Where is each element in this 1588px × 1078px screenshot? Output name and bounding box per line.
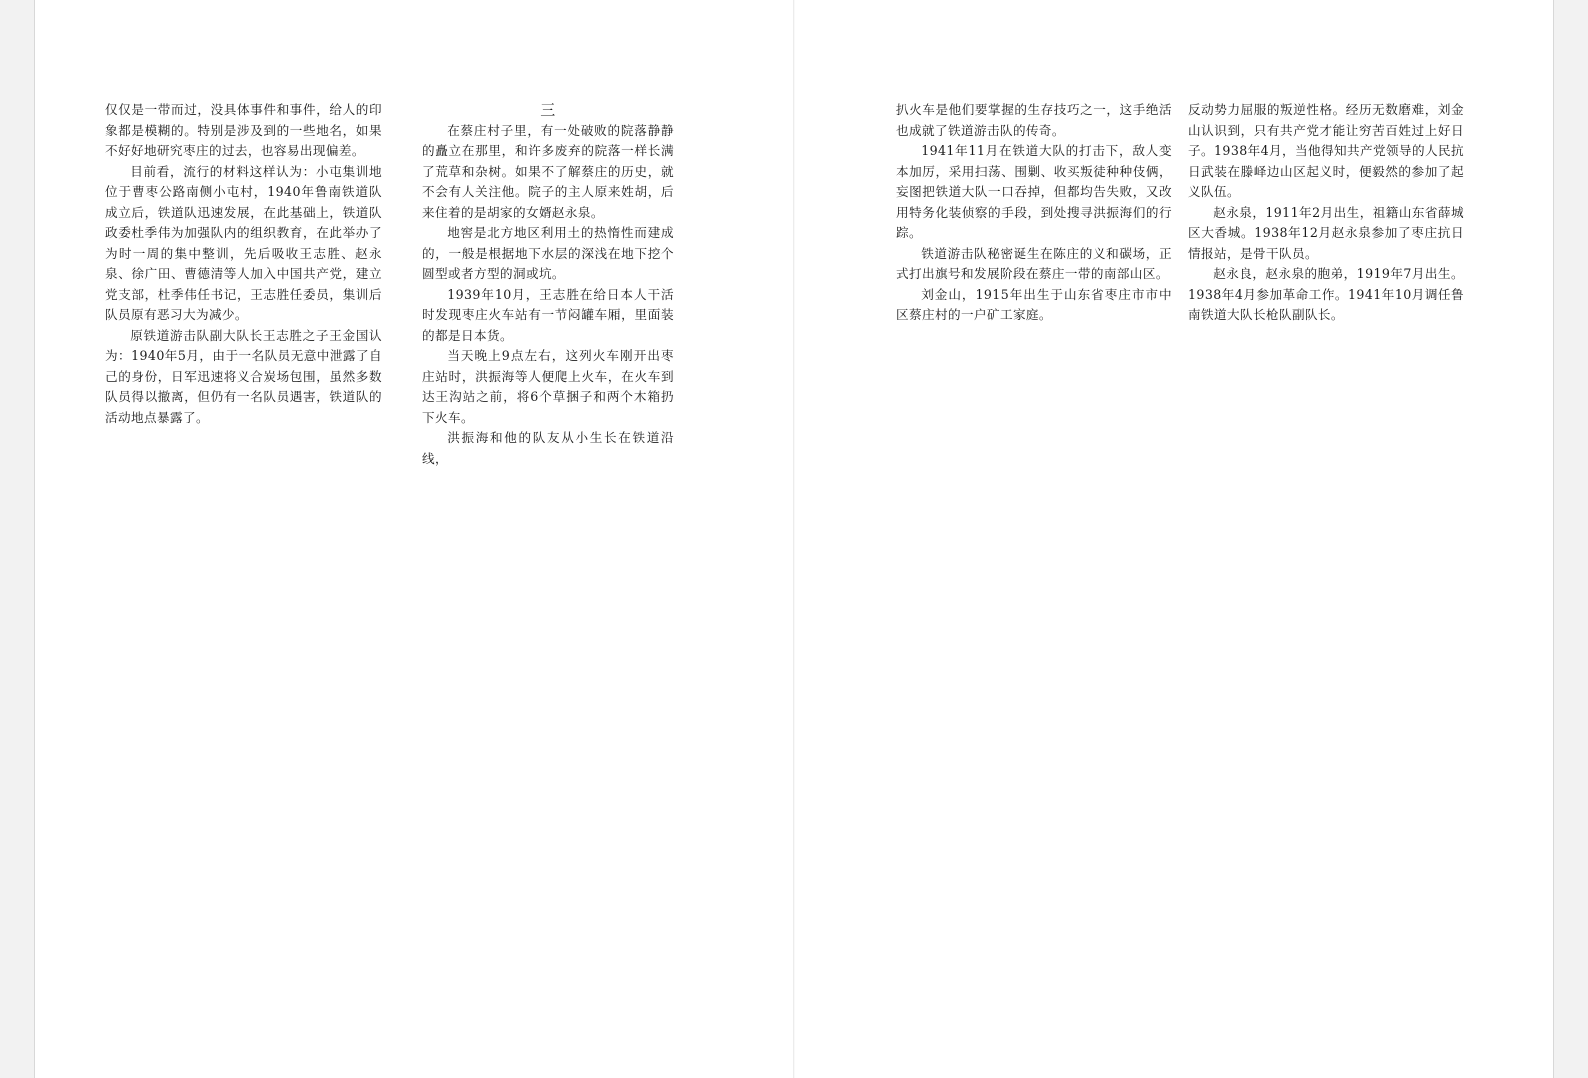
paragraph: 刘金山，1915年出生于山东省枣庄市市中区蔡庄村的一户矿工家庭。 bbox=[896, 286, 1172, 322]
paragraph: 1941年11月在铁道大队的打击下，敌人变本加厉，采用扫荡、围剿、收买叛徒种种伎俩，妄图把铁道大队一口吞掉，但都均告失败，又改用特务化装侦察的手段，到处搜寻洪振海们的行踪。 bbox=[896, 143, 1172, 240]
paragraph: 洪振海和他的队友从小生长在铁道沿线， bbox=[422, 430, 674, 466]
paragraph: 赵永泉，1911年2月出生，祖籍山东省薛城区大香城。1938年12月赵永泉参加了枣庄抗日情报站，是骨干队员。 bbox=[1188, 204, 1464, 261]
paragraph: 赵永良，赵永泉的胞弟，1919年7月出生。1938年4月参加革命工作。1941年10月调任鲁南铁道大队长枪队副队长。 bbox=[1188, 266, 1464, 322]
paragraph: 铁道游击队秘密诞生在陈庄的义和碳场，正式打出旗号和发展阶段在蔡庄一带的南部山区。 bbox=[896, 245, 1172, 281]
right-side-strip bbox=[1553, 0, 1588, 1078]
paragraph: 在蔡庄村子里，有一处破败的院落静静的矗立在那里，和许多废弃的院落一样长满了荒草和杂树。如果不了解蔡庄的历史，就不会有人关注他。院子的主人原来姓胡，后来住着的是胡家的女婿赵永泉。 bbox=[422, 122, 674, 220]
paragraph: 仅仅是一带而过，没具体事件和事件，给人的印象都是模糊的。特别是涉及到的一些地名，如果不好好地研究枣庄的过去，也容易出现偏差。 bbox=[105, 102, 382, 158]
paragraph: 目前看，流行的材料这样认为：小屯集训地位于曹枣公路南侧小屯村，1940年鲁南铁道队成立后，铁道队迅速发展，在此基础上，铁道队政委杜季伟为加强队内的组织教育，在此举办了为时一周的集中整训，先后吸收王志胜、赵永泉、徐广田、曹德清等人加入中国共产党，建立党支部，杜季伟任书记，王志胜任委员，集训后队员原有恶习大为减少。 bbox=[105, 163, 382, 322]
section-heading: 三 bbox=[540, 101, 556, 119]
paragraph: 原铁道游击队副大队长王志胜之子王金国认为：1940年5月，由于一名队员无意中泄露了自己的身份，日军迅速将义合炭场包围，虽然多数队员得以撤离，但仍有一名队员遇害，铁道队的活动地点暴露了。 bbox=[105, 327, 382, 425]
paragraph: 地窖是北方地区利用土的热惰性而建成的，一般是根据地下水层的深浅在地下挖个圆型或者方型的洞或坑。 bbox=[422, 225, 674, 281]
left-side-strip bbox=[0, 0, 35, 1078]
text-column-1 bbox=[105, 100, 382, 1030]
paragraph: 当天晚上9点左右，这列火车刚开出枣庄站时，洪振海等人便爬上火车，在火车到达王沟站之前，将6个草捆子和两个木箱扔下火车。 bbox=[422, 348, 674, 425]
paragraph: 1939年10月，王志胜在给日本人干活时发现枣庄火车站有一节闷罐车厢，里面装的都是日本货。 bbox=[422, 286, 674, 343]
paragraph: 扒火车是他们要掌握的生存技巧之一，这手绝活也成就了铁道游击队的传奇。 bbox=[896, 102, 1172, 138]
text-column-2 bbox=[422, 100, 674, 1030]
page-fold bbox=[793, 0, 795, 1078]
text-column-4 bbox=[1188, 100, 1464, 1030]
paragraph: 反动势力屈服的叛逆性格。经历无数磨难，刘金山认识到，只有共产党才能让穷苦百姓过上好日子。1938年4月，当他得知共产党领导的人民抗日武装在滕峄边山区起义时，便毅然的参加了起义队伍。 bbox=[1188, 102, 1464, 199]
text-column-3 bbox=[896, 100, 1172, 1030]
